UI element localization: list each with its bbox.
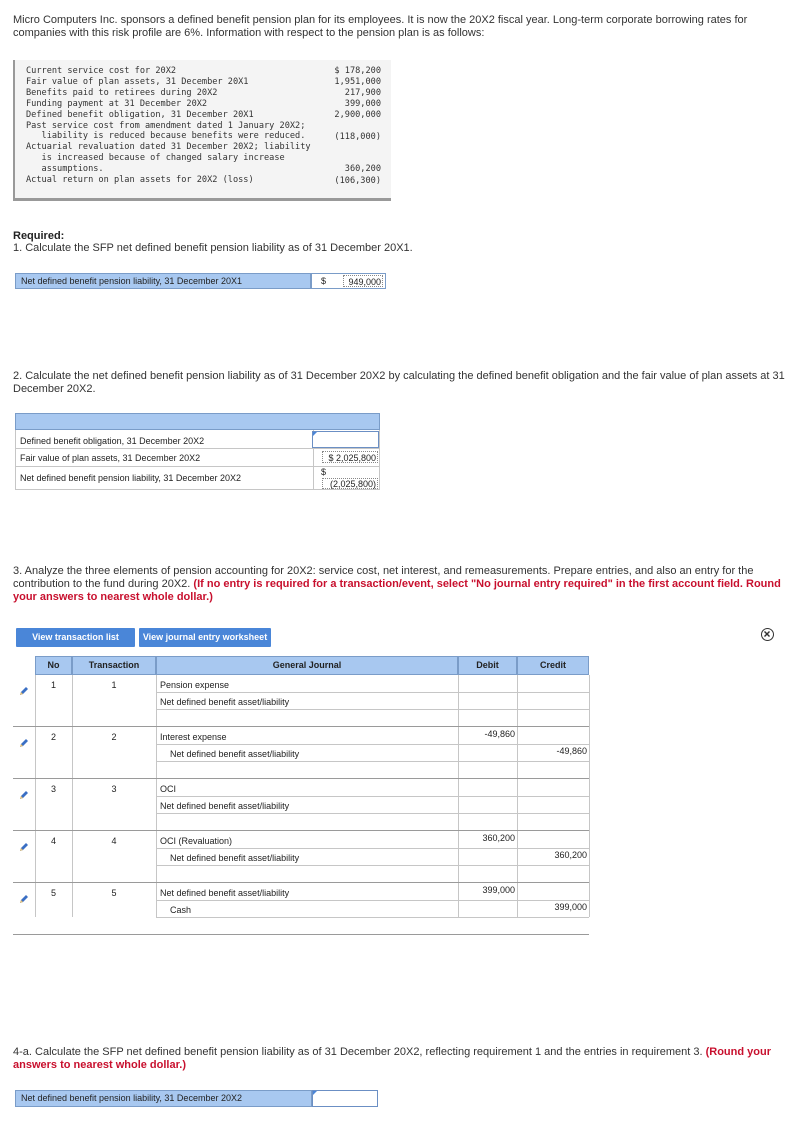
col-no-header: No [35,656,72,675]
entry-transaction: 4 [111,836,117,846]
q4a-answer-input[interactable] [312,1090,378,1107]
q1-answer-input[interactable] [311,273,386,289]
edit-pencil-icon[interactable] [19,735,29,745]
row-divider [156,900,589,901]
data-line-value: 217,900 [344,87,381,98]
credit-account[interactable]: Net defined benefit asset/liability [160,801,290,811]
data-line-label: Fair value of plan assets, 31 December 20X1 [26,76,249,87]
q4a-label: Net defined benefit pension liability, 31 December 20X2 [15,1090,312,1107]
q4a-instruction: (Round your answers to nearest whole dollar.) [13,1046,771,1071]
q2-row-net-label: Net defined benefit pension liability, 31 December 20X2 [20,473,241,483]
debit-amount[interactable]: -49,860 [484,729,515,739]
edit-pencil-icon[interactable] [19,787,29,797]
q2-row-fvpa-label: Fair value of plan assets, 31 December 20X2 [20,453,201,463]
q4a-text [13,1046,803,1072]
debit-account[interactable]: Interest expense [160,732,227,742]
view-journal-worksheet-button[interactable]: View journal entry worksheet [139,628,271,647]
row-divider [156,848,589,849]
col-transaction-header: Transaction [72,656,156,675]
data-line-label: is increased because of changed salary increase [26,153,285,164]
data-line-label: Defined benefit obligation, 31 December 20X1 [26,109,254,120]
debit-account[interactable]: Net defined benefit asset/liability [160,888,290,898]
q2-table-header [15,413,380,430]
entry-separator [13,726,589,727]
close-icon[interactable] [761,628,774,641]
row-divider [156,813,589,814]
edit-pencil-icon[interactable] [19,891,29,901]
row-divider [156,709,589,710]
credit-account[interactable]: Cash [170,905,192,915]
q2-row-dbo-label: Defined benefit obligation, 31 December 20X2 [20,436,205,446]
q1-text: 1. Calculate the SFP net defined benefit pension liability as of 31 December 20X1. [13,242,413,254]
q2-net-value[interactable]: (2,025,800) [322,478,378,489]
q3-text [13,565,803,604]
debit-account[interactable]: OCI [160,784,177,794]
debit-amount[interactable]: 360,200 [482,833,515,843]
edit-pencil-icon[interactable] [19,839,29,849]
grid-line [35,675,36,917]
row-divider [156,744,589,745]
data-line-value: 2,900,000 [334,109,381,120]
data-line-label: Actuarial revaluation dated 31 December 20X2; liability [26,142,311,153]
row-divider [156,917,589,918]
row-divider [156,796,589,797]
data-line-label: Benefits paid to retirees during 20X2 [26,87,218,98]
col-debit-header: Debit [458,656,517,675]
data-line-label: Funding payment at 31 December 20X2 [26,98,208,109]
data-line-label: assumptions. [26,164,104,175]
credit-amount[interactable]: 360,200 [554,850,587,860]
entry-separator [13,778,589,779]
entry-no: 3 [50,784,56,794]
credit-amount[interactable]: 399,000 [554,902,587,912]
q2-dbo-input[interactable] [312,431,379,448]
entry-transaction: 2 [111,732,117,742]
data-line-value: 360,200 [344,164,381,175]
data-line-value: (118,000) [334,132,381,143]
problem-intro: Micro Computers Inc. sponsors a defined benefit pension plan for its employees. It is now the 20X2 fiscal year. Long-term corporate borrowing rates for companies with this risk profile are 6%. Information with respect to the pension plan is as follows: [13,14,748,39]
data-line-value: 399,000 [344,98,381,109]
required-heading: Required: [13,230,65,242]
entry-no: 5 [50,888,56,898]
q2-fvpa-value[interactable]: $ 2,025,800 [322,451,378,463]
entry-separator [13,934,589,935]
data-line-value: (106,300) [334,176,381,186]
q2-text: 2. Calculate the net defined benefit pension liability as of 31 December 20X2 by calculating the defined benefit obligation and the fair value of plan assets at 31 December 20X2. [13,370,785,395]
col-journal-header: General Journal [156,656,458,675]
credit-account[interactable]: Net defined benefit asset/liability [170,853,300,863]
entry-transaction: 3 [111,784,117,794]
q1-label: Net defined benefit pension liability, 31 December 20X1 [15,273,311,289]
q3-question: 3. Analyze the three elements of pension accounting for 20X2: service cost, net interest, and remeasurements. Prepare entries, and also an entry for the contribution to the fund during 20X2. [13,565,754,590]
entry-no: 2 [50,732,56,742]
entry-separator [13,882,589,883]
credit-amount[interactable]: -49,860 [556,746,587,756]
q1-currency: $ [321,276,327,286]
debit-account[interactable]: OCI (Revaluation) [160,836,233,846]
entry-no: 1 [50,680,56,690]
input-marker-icon [313,432,317,436]
grid-line [589,675,590,917]
row-divider [156,761,589,762]
credit-account[interactable]: Net defined benefit asset/liability [160,697,290,707]
entry-separator [13,830,589,831]
q3-instruction: (If no entry is required for a transaction/event, select "No journal entry required" in the first account field. Round your answers to nearest whole dollar.) [13,578,781,603]
pension-data-box [13,60,391,201]
entry-transaction: 1 [111,680,117,690]
grid-line [72,675,73,917]
col-credit-header: Credit [517,656,589,675]
q4a-question: 4-a. Calculate the SFP net defined benefit pension liability as of 31 December 20X2, reflecting requirement 1 and the entries in requirement 3. [13,1046,703,1058]
q2-net-currency: $ [321,467,327,477]
data-line-value: $ 178,200 [334,66,381,76]
row-divider [156,865,589,866]
debit-amount[interactable]: 399,000 [482,885,515,895]
data-line-label: Current service cost for 20X2 [26,66,177,76]
entry-transaction: 5 [111,888,117,898]
entry-no: 4 [50,836,56,846]
credit-account[interactable]: Net defined benefit asset/liability [170,749,300,759]
data-line-value: 1,951,000 [334,76,381,87]
row-divider [156,692,589,693]
data-line-label: Actual return on plan assets for 20X2 (loss) [26,175,254,185]
edit-pencil-icon[interactable] [19,683,29,693]
view-transaction-list-button[interactable]: View transaction list [16,628,135,647]
data-line-label: liability is reduced because benefits were reduced. [26,131,306,142]
debit-account[interactable]: Pension expense [160,680,230,690]
data-line-label: Past service cost from amendment dated 1 January 20X2; [26,120,306,131]
q1-value: 949,000 [343,275,383,287]
input-marker-icon [313,1091,317,1095]
